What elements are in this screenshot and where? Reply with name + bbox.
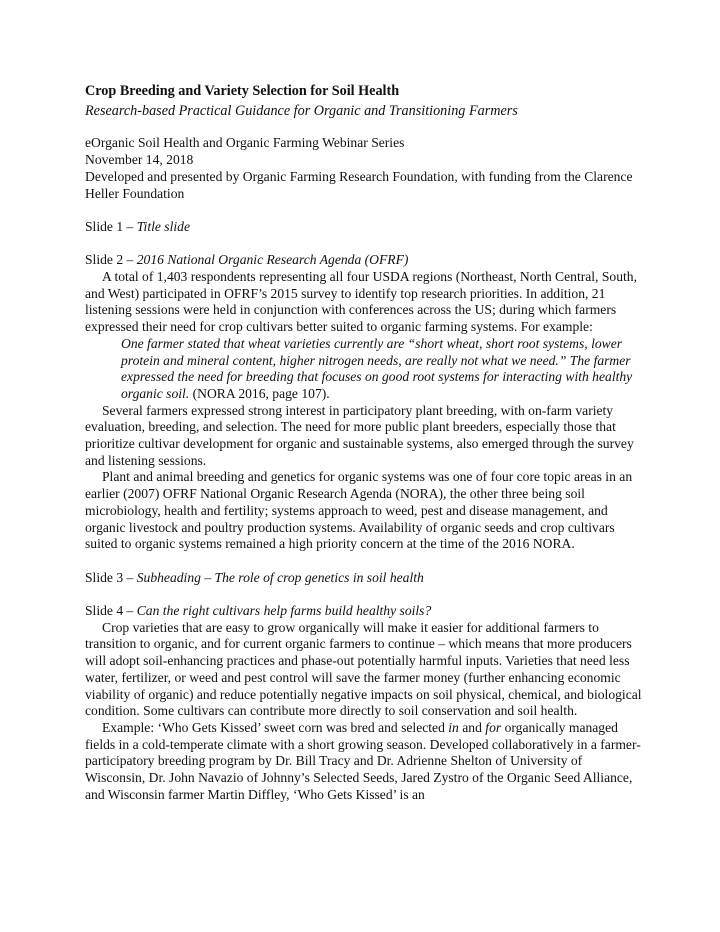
slide-1-heading	[85, 219, 645, 236]
slide-3-title: Subheading – The role of crop genetics in soil health	[136, 569, 424, 585]
slide-4-title: Can the right cultivars help farms build healthy soils?	[136, 603, 432, 619]
p2-italic-in: in	[448, 719, 459, 735]
date: November 14, 2018	[85, 152, 194, 168]
slide-4-paragraph-1: Crop varieties that are easy to grow organically will make it easier for additional farmers to transition to organic, and for current organic farmers to continue – which means that more producers will adopt soil-enhancing practices and phase-out potentially harmful inputs. Varieties that need less water, fertilizer, or weed and pest control will save the farmer money (further enhancing economic viability of organic) and reduce potentially negative impacts on soil physical, chemical, and biological condition. Some cultivars can contribute more directly to soil conservation and soil health.	[85, 619, 642, 719]
slide-2-paragraph-1: A total of 1,403 respondents representing all four USDA regions (Northeast, North Central, South, and West) participated in OFRF’s 2015 survey to identify top research priorities. In addition, 21 listening sessions were held in conjunction with conferences across the US; during which farmers expressed their need for crop cultivars better suited to organic farming systems. For example:	[85, 269, 637, 335]
slide-2-paragraph-3: Plant and animal breeding and genetics for organic systems was one of four core topic areas in an earlier (2007) OFRF National Organic Research Agenda (NORA), the other three being soil microbiology, health and fertility; systems approach to weed, pest and disease management, and organic livestock and poultry production systems. Availability of organic seeds and crop cultivars suited to organic systems remained a high priority concern at the time of the 2016 NORA.	[85, 469, 633, 552]
series-name: eOrganic Soil Health and Organic Farming Webinar Series	[85, 135, 405, 151]
slide-4-heading	[85, 603, 645, 620]
slide-1-title: Title slide	[136, 218, 190, 234]
quote-citation: (NORA 2016, page 107).	[189, 385, 330, 401]
slide-2-title: 2016 National Organic Research Agenda (OFRF)	[136, 252, 409, 268]
slide-2-prefix: Slide 2 –	[85, 252, 137, 268]
slide-3-heading	[85, 570, 645, 587]
farmer-quote	[121, 336, 645, 403]
slide-4-paragraph-2	[85, 720, 645, 804]
p2-text-and: and	[458, 719, 486, 735]
credit-line: Developed and presented by Organic Farming Research Foundation, with funding from the Clarence Heller Foundation	[85, 168, 633, 201]
slide-2-paragraph-2: Several farmers expressed strong interest in participatory plant breeding, with on-farm variety evaluation, breeding, and selection. The need for more public plant breeders, especially those that prioritize cultivar development for organic and sustainable systems, also emerged through the survey and listening sessions.	[85, 402, 634, 468]
p2-text-a: Example: ‘Who Gets Kissed’ sweet corn was bred and selected	[102, 719, 449, 735]
slide-4-prefix: Slide 4 –	[85, 603, 137, 619]
slide-2-heading	[85, 252, 645, 269]
document-page	[85, 83, 645, 803]
p2-italic-for: for	[485, 719, 502, 735]
document-subtitle: Research-based Practical Guidance for Organic and Transitioning Farmers	[85, 102, 518, 119]
p2-text-b: organically managed fields in a cold-temperate climate with a short growing season. Developed collaboratively in a farmer-participatory breeding program by Dr. Bill Tracy and Dr. Adrienne Shelton of University of Wisconsin, Dr. John Navazio of Johnny’s Selected Seeds, Jared Zystro of the Organic Seed Alliance, and Wisconsin farmer Martin Diffley, ‘Who Gets Kissed’ is an	[85, 719, 641, 802]
slide-3-prefix: Slide 3 –	[85, 569, 137, 585]
quote-text: One farmer stated that wheat varieties currently are “short wheat, short root systems, lower protein and mineral content, higher nitrogen needs, are really not what we need.” The farmer expressed the need for breeding that focuses on good root systems for interacting with healthy organic soil.	[121, 335, 633, 401]
document-title: Crop Breeding and Variety Selection for Soil Health	[85, 83, 400, 99]
slide-1-prefix: Slide 1 –	[85, 218, 137, 234]
